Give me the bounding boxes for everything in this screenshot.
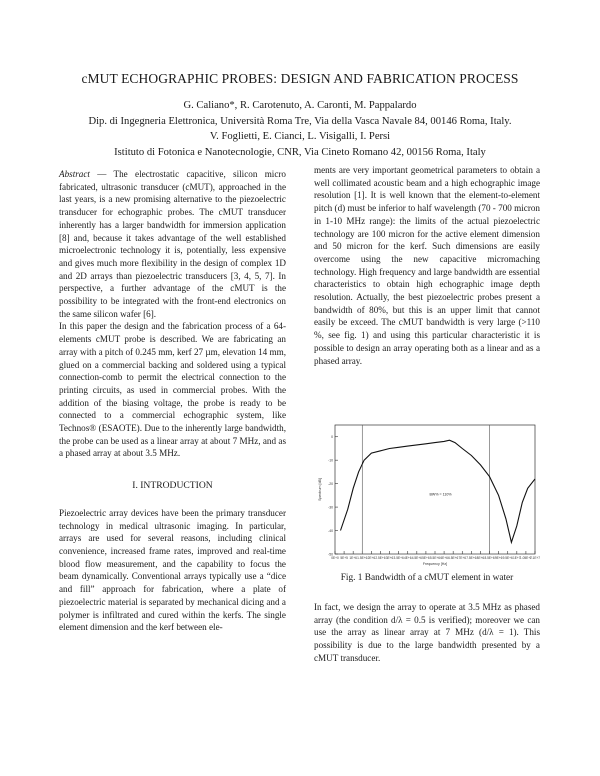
author-line: V. Foglietti, E. Cianci, L. Visigalli, I. Persi — [209, 131, 391, 143]
y-tick-label: -20 — [328, 482, 333, 487]
x-tick-label: 1E+6 — [349, 556, 357, 560]
x-tick-label: 8.5E+6 — [484, 556, 495, 560]
abstract-text: — The electrostatic capacitive, silicon micro fabricated, ultrasonic transducer (cMUT), approached in the last years, is a new promising alternative to the piezoelectric transducer for echographic probes. The cMUT transducer inherently has a larger bandwidth for immersion application [8] and, because it takes advantage of the well established microelectronic technology it is, potentially, less expensive and gives much more flexibility in the design of complex 1D and 2D arrays than piezoelectric transducers [3, 4, 5, 7]. In perspective, a further advantage of the cMUT is the possibility to be integrated with the front-end electronics on the same silicon wafer [6]. — [59, 169, 286, 319]
author-block — [0, 98, 600, 160]
x-tick-label: 3E+6 — [385, 556, 394, 560]
x-tick-label: 0E+0 — [331, 556, 339, 560]
x-tick-label: 2E+6 — [367, 556, 376, 560]
body-paragraph: ments are very important geometrical parameters to obtain a well collimated acoustic beam and a high echographic image resolution [1]. It is well known that the element-to-element pitch (d) must be inferior to half wavelength (70 - 700 micron in 1-10 MHz range): the limits of the actual piezoelectric technology are 100 micron for the active element dimension and 50 micron for the kerf. Such dimensions are easily overcome using the new capacitive micromaching technology. High frequency and large bandwidth are essential characteristics to obtain high echographic image depth resolution. Actually, the best piezoelectric probes present a bandwidth of 80%, but this is an upper limit that cannot easily be exceed. The cMUT bandwidth is very large (>110 %, see fig. 1) and using this particular characteristic it is possible to design an array operating both as a linear and as a phased array. — [314, 165, 540, 366]
plot-frame — [335, 425, 535, 554]
x-tick-label: 1.5E+6 — [357, 556, 368, 560]
abstract-paragraph — [59, 168, 286, 320]
x-tick-label: 5.5E+6 — [429, 556, 441, 560]
right-column-lower — [314, 601, 540, 665]
y-tick-label: 0 — [331, 435, 333, 440]
author-line: G. Caliano*, R. Carotenuto, A. Caronti, M. Pappalardo — [183, 100, 417, 111]
abstract-paragraph-2: In this paper the design and the fabrication process of a 64-elements cMUT probe is described. We are fabricating an array with a pitch of 0.245 mm, kerf 27 µm, elevation 14 mm, glued on a commercial backing and soldered using a typical connection-comb to permit the electrical connection to the printing circuits, as used in commercial probes. With the addition of the biasing voltage, the probe is ready to be connected to a commercial echographic system, like Technos® (ESAOTE). Due to the inherently large bandwidth, the probe can be used as a linear array at about 7 MHz, and as a phased array at about 3.5 MHz. — [59, 321, 286, 459]
body-paragraph: In fact, we design the array to operate at 3.5 MHz as phased array (the condition d/λ = 0.5 is verified); moreover we can use the array as linear array at 7 MHz (d/λ = 1). This possibility is due to the large bandwidth presented by a cMUT transducer. — [314, 602, 540, 663]
x-tick-label: 2.5E+6 — [375, 556, 386, 560]
x-axis-label: Frequency [Hz] — [422, 562, 448, 566]
x-tick-label: 7E+6 — [458, 556, 467, 560]
x-tick-label: 1E+7 — [513, 556, 521, 560]
y-tick-label: -40 — [328, 529, 333, 534]
x-tick-label: 1.1E+7 — [529, 556, 541, 560]
abstract-label: Abstract — [59, 169, 90, 179]
affiliation-line: Istituto di Fotonica e Nanotecnologie, CNR, Via Cineto Romano 42, 00156 Roma, Italy — [114, 146, 486, 158]
x-tick-label: 5E+6 — [422, 556, 430, 560]
x-tick-label: 9.5E+6 — [502, 556, 513, 560]
spectrum-line — [341, 440, 536, 542]
x-tick-label: 9E+6 — [494, 556, 503, 560]
figure-caption: Fig. 1 Bandwidth of a cMUT element in water — [340, 573, 514, 583]
x-tick-label: 3.5E+6 — [393, 556, 404, 560]
x-tick-label: 1.05E+7 — [519, 556, 532, 560]
left-column — [59, 168, 286, 634]
bandwidth-chart — [313, 417, 541, 571]
bandwidth-annotation: BW% = 110% — [429, 492, 452, 497]
right-column — [314, 164, 540, 367]
y-axis-label: Spectrum [dB] — [318, 478, 322, 501]
y-tick-label: -10 — [328, 458, 333, 463]
y-tick-label: -30 — [328, 505, 333, 510]
x-tick-label: 6E+6 — [440, 556, 448, 560]
section-heading: I. INTRODUCTION — [132, 480, 213, 492]
x-tick-label: 5E+5 — [340, 556, 348, 560]
paper-title: cMUT ECHOGRAPHIC PROBES: DESIGN AND FABRICATION PROCESS — [81, 71, 519, 86]
intro-paragraph: Piezoelectric array devices have been the primary transducer technology in medical ultrasonic imaging. In particular, arrays are used for several reasons, including clinical convenience, increased frame rates, improved and real-time blood flow measurement, and the capability to focus the beam dynamically. Conventional arrays typically use a “dice and fill” approach for fabrication, where a plate of piezoelectric material is separated by mechanical dicing and a polymer is infiltrated and cured within the kerfs. The single element dimension and the kerf between ele- — [59, 507, 286, 633]
affiliation-line: Dip. di Ingegneria Elettronica, Università Roma Tre, Via della Vasca Navale 84, 00146 Roma, Italy. — [88, 115, 512, 127]
figure-1 — [313, 417, 541, 576]
x-tick-label: 8E+6 — [476, 556, 485, 560]
x-tick-label: 4E+6 — [403, 556, 412, 560]
y-tick-label: -50 — [328, 552, 333, 557]
x-tick-label: 4.5E+6 — [411, 556, 422, 560]
x-tick-label: 7.5E+6 — [466, 556, 477, 560]
x-tick-label: 6.5E+6 — [448, 556, 459, 560]
